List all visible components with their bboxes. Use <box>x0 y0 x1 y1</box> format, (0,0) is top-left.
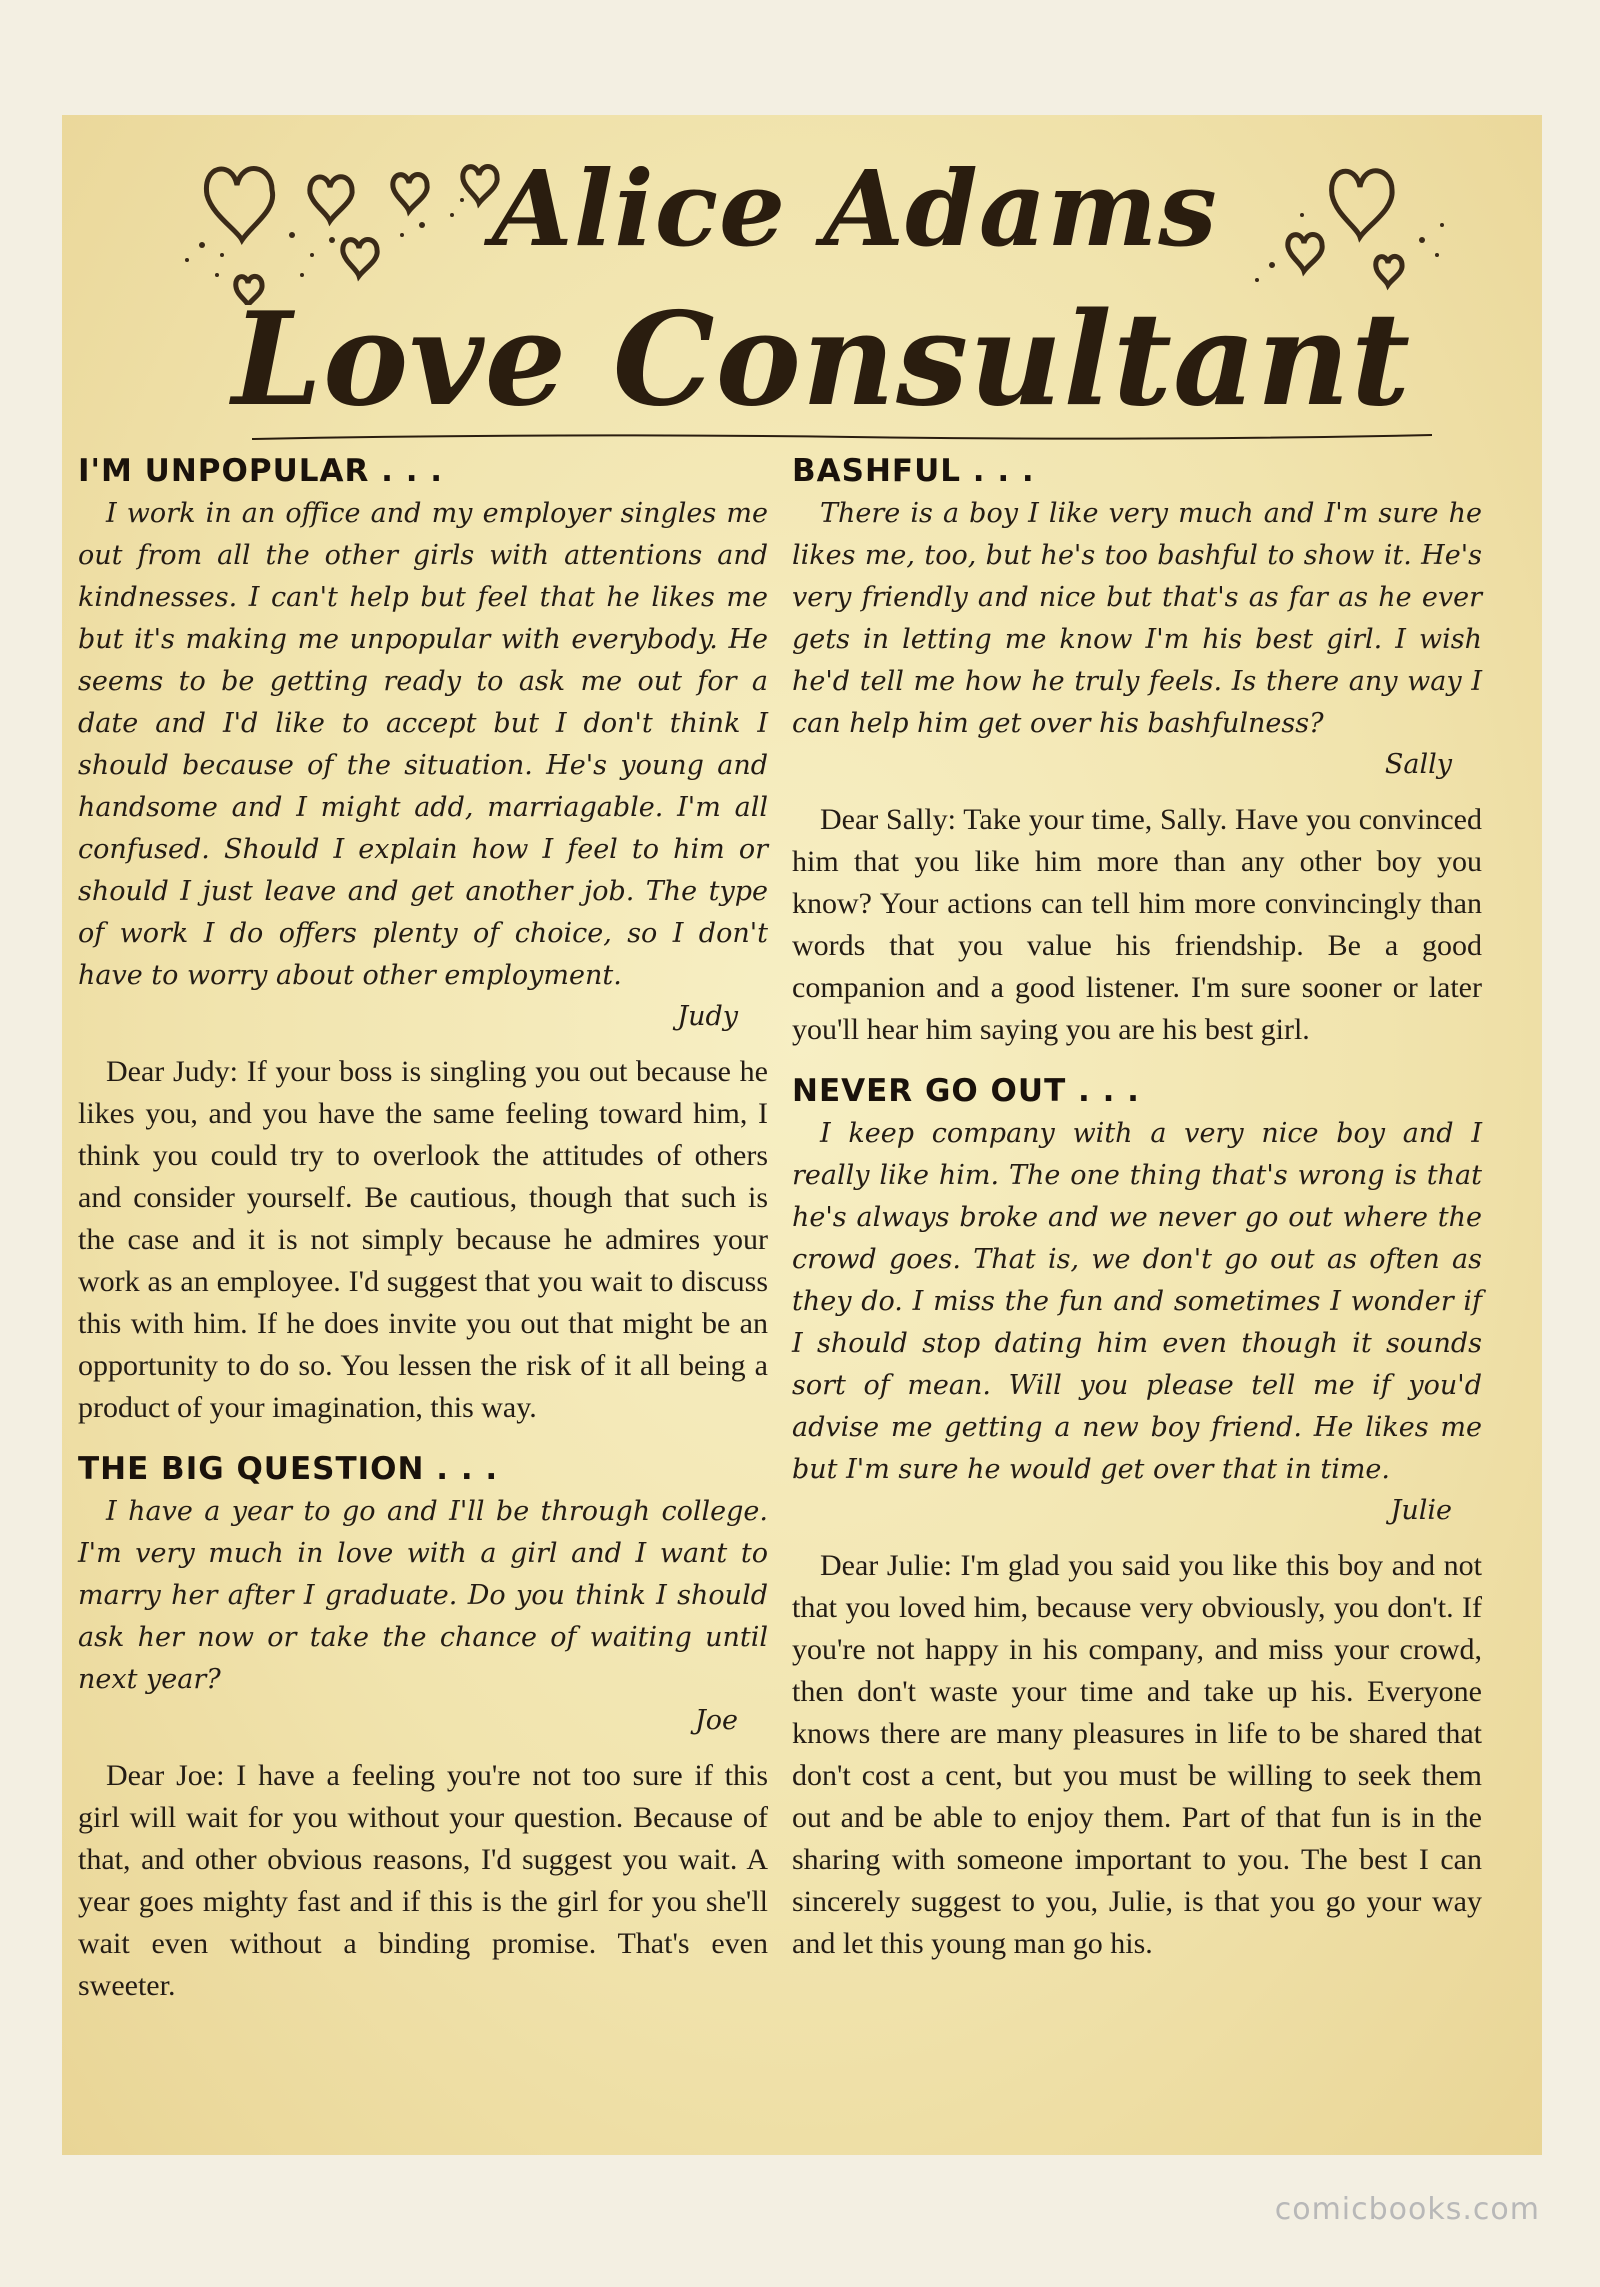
reader-letter: I have a year to go and I'll be through college. I'm very much in love with a girl and I want to marry her after I graduate. Do you think I should ask her now or take the chance of waiting until next year? <box>78 1496 768 1695</box>
letter-signature: Julie <box>1390 1495 1452 1526</box>
hearts-cluster-left <box>162 135 542 305</box>
heart-icon <box>1376 256 1402 285</box>
heart-icon <box>343 240 377 276</box>
consultant-reply: Dear Joe: I have a feeling you're not too sure if this girl will wait for you without your question. Because of that, and other obvious reasons, I'd suggest you wait. A year goes mighty fast and if this is the girl for you she'll wait even without a binding promise. That's even sweeter. <box>78 1759 768 2002</box>
magazine-page <box>62 115 1542 2155</box>
right-column <box>792 435 1482 1987</box>
consultant-reply: Dear Julie: I'm glad you said you like this boy and not that you loved him, because very obviously, you don't. If you're not happy in his company, and miss your crowd, then don't waste your time and take up his. Everyone knows there are many pleasures in life to be shared that don't cost a cent, but you must be willing to seek them out and be able to enjoy them. Part of that fun is in the sharing with someone important to you. The best I can sincerely suggest to you, Julie, is that you go your way and let this young man go his. <box>792 1549 1482 1960</box>
consultant-reply: Dear Judy: If your boss is singling you out because he likes you, and you have the same feeling toward him, I think you could try to overlook the attitudes of others and consider yourself. Be cautious, though that such is the case and it is not simply because he admires your work as an employee. I'd suggest that you wait to discuss this with him. If he does invite you out that might be an opportunity to do so. You lessen the risk of it all being a product of your imagination, this way. <box>78 1055 768 1424</box>
left-column <box>78 435 768 2029</box>
reader-letter: There is a boy I like very much and I'm sure he likes me, too, but he's too bashful to show it. He's very friendly and nice but that's as far as he ever gets in letting me know I'm his best girl. I wish he'd tell me how he truly feels. Is there any way I can help him get over his bashfulness? <box>792 498 1482 739</box>
hearts-cluster-right <box>1242 145 1502 295</box>
letter-signature: Judy <box>677 1001 738 1032</box>
reader-letter: I work in an office and my employer singles me out from all the other girls with attentions and kindnesses. I can't help but feel that he likes me but it's making me unpopular with everybody. He seems to be getting ready to ask me out for a date and I'd like to accept but I don't think I should because of the situation. He's young and handsome and I might add, marriagable. I'm all confused. Should I explain how I feel to him or should I just leave and get another job. The type of work I do offers plenty of choice, so I don't have to worry about other employment. <box>78 498 768 991</box>
title-line-1: Alice Adams <box>492 147 1218 270</box>
heart-icon <box>1332 171 1392 237</box>
heart-icon <box>310 177 352 221</box>
section-heading: BASHFUL . . . <box>792 453 1035 489</box>
letter-section <box>792 1073 1482 1965</box>
heart-icon <box>206 169 272 240</box>
letter-section <box>792 453 1482 1051</box>
consultant-reply: Dear Sally: Take your time, Sally. Have you convinced him that you like him more than any other boy you know? Your actions can tell him more convincingly than words that you value his friendship. Be a good companion and a good listener. I'm sure sooner or later you'll hear him saying you are his best girl. <box>792 803 1482 1046</box>
letter-section <box>78 453 768 1429</box>
section-heading: NEVER GO OUT . . . <box>792 1073 1140 1109</box>
title-line-2: Love Consultant <box>232 285 1412 435</box>
reader-letter: I keep company with a very nice boy and I really like him. The one thing that's wrong is that he's always broke and we never go out where the crowd goes. That is, we don't go out as often as they do. I miss the fun and sometimes I wonder if I should stop dating him even though it sounds sort of mean. Will you please tell me if you'd advise me getting a new boy friend. He likes me but I'm sure he would get over that in time. <box>792 1118 1482 1485</box>
site-watermark: comicbooks.com <box>1274 2192 1540 2227</box>
letter-signature: Sally <box>1384 749 1452 780</box>
section-heading: THE BIG QUESTION . . . <box>78 1451 499 1487</box>
letter-signature: Joe <box>694 1705 738 1736</box>
heart-icon <box>1288 235 1322 271</box>
letter-section <box>78 1451 768 2007</box>
heart-icon <box>393 175 427 211</box>
section-heading: I'M UNPOPULAR . . . <box>78 453 444 489</box>
